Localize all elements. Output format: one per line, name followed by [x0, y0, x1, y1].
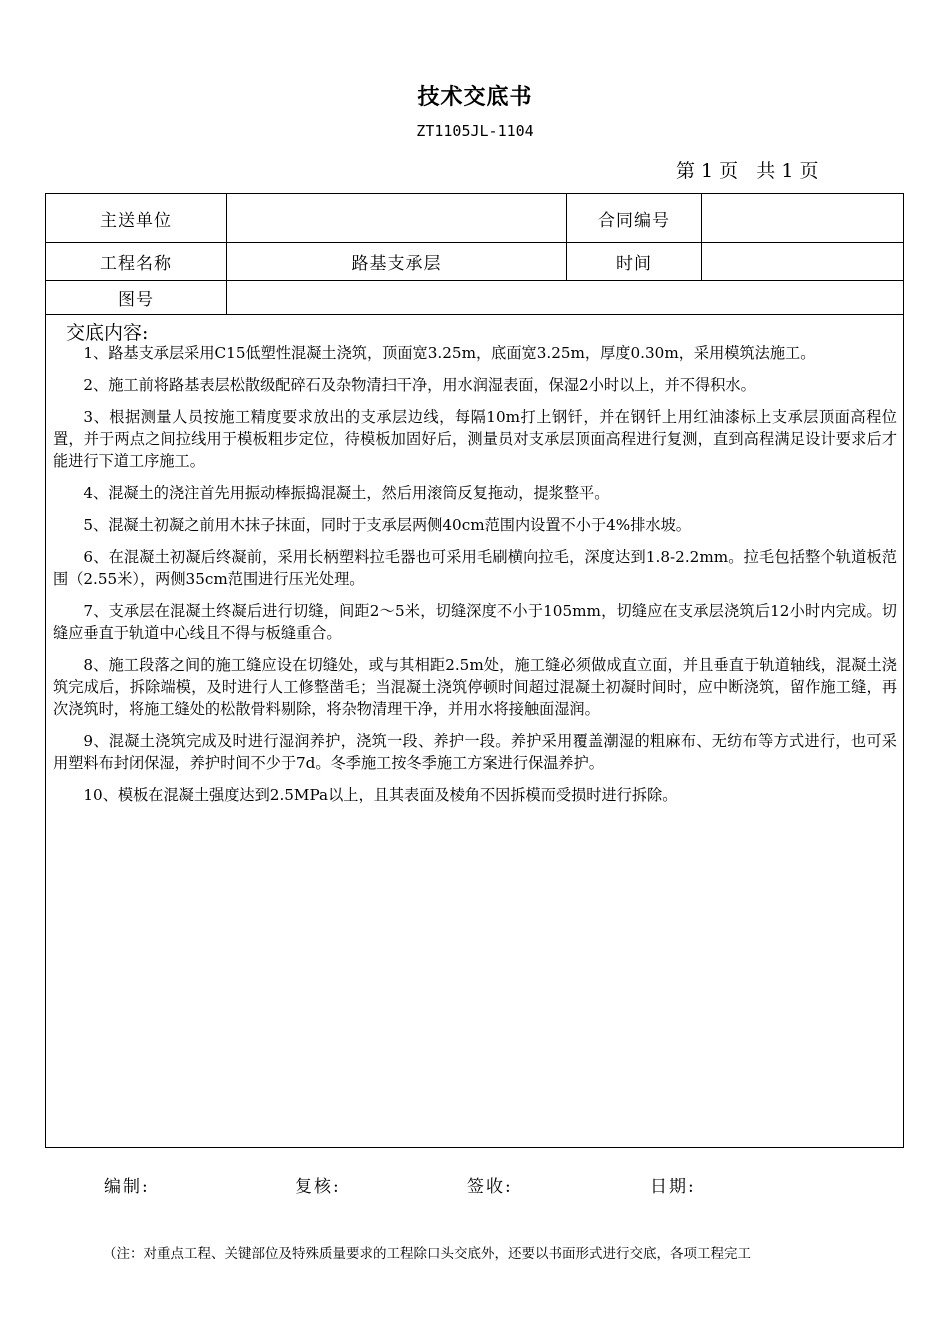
content-heading: 交底内容:: [66, 322, 149, 344]
content-item: 2、施工前将路基表层松散级配碎石及杂物清扫干净，用水润湿表面，保湿2小时以上，并不得积水。: [83, 376, 756, 394]
content-item: 7、支承层在混凝土终凝后进行切缝，间距2～5米，切缝深度不小于105mm，切缝应在支承层浇筑后12小时内完成。切缝应垂直于轨道中心线且不得与板缝重合。: [53, 602, 897, 642]
content-item: 10、模板在混凝土强度达到2.5MPa以上，且其表面及棱角不因拆模而受损时进行拆除。: [83, 786, 678, 804]
time-value: [702, 243, 903, 280]
content-item: 8、施工段落之间的施工缝应设在切缝处，或与其相距2.5m处，施工缝必须做成直立面，并且垂直于轨道轴线，混凝土浇筑完成后，拆除端模，及时进行人工修整凿毛；当混凝土浇筑停顿时间超过混凝土初凝时间时，应中断浇筑，留作施工缝，再次浇筑时，将施工缝处的松散骨料剔除，将杂物清理干净，并用水将接触面湿润。: [53, 656, 897, 718]
content-item: 4、混凝土的浇注首先用振动棒振捣混凝土，然后用滚筒反复拖动，提浆整平。: [83, 484, 610, 502]
drawing-number-value: [227, 281, 903, 314]
time-label: 时间: [616, 254, 652, 274]
editor-label: 编制:: [104, 1177, 150, 1197]
content-body: [53, 342, 897, 816]
project-name-label: 工程名称: [100, 254, 172, 274]
page-info: 第 1 页 共 1 页: [676, 160, 819, 182]
sender-unit-value: [227, 194, 566, 242]
document-title: 技术交底书: [417, 84, 533, 110]
content-item: 1、路基支承层采用C15低塑性混凝土浇筑，顶面宽3.25m，底面宽3.25m，厚度0.30m，采用模筑法施工。: [83, 344, 816, 362]
receiver-label: 签收:: [467, 1177, 513, 1197]
date-label: 日期:: [650, 1177, 696, 1197]
drawing-number-label: 图号: [118, 290, 154, 310]
sender-unit-label: 主送单位: [100, 210, 172, 231]
contract-number-label: 合同编号: [598, 210, 670, 231]
document-code: ZT1105JL-1104: [416, 122, 534, 140]
content-item: 5、混凝土初凝之前用木抹子抹面，同时于支承层两侧40cm范围内设置不小于4%排水坡。: [83, 516, 691, 534]
project-name-value: 路基支承层: [351, 254, 442, 274]
content-item: 9、混凝土浇筑完成及时进行湿润养护，浇筑一段、养护一段。养护采用覆盖潮湿的粗麻布、无纺布等方式进行，也可采用塑料布封闭保湿，养护时间不少于7d。冬季施工按冬季施工方案进行保温养护。: [53, 732, 897, 772]
contract-number-value: [702, 194, 903, 242]
reviewer-label: 复核:: [295, 1177, 341, 1197]
table-row-divider: [45, 314, 904, 315]
footnote: （注：对重点工程、关键部位及特殊质量要求的工程除口头交底外，还要以书面形式进行交底，各项工程完工: [103, 1246, 751, 1262]
content-item: 6、在混凝土初凝后终凝前，采用长柄塑料拉毛器也可采用毛刷横向拉毛，深度达到1.8-2.2mm。拉毛包括整个轨道板范围（2.55米），两侧35cm范围进行压光处理。: [53, 548, 897, 588]
content-item: 3、根据测量人员按施工精度要求放出的支承层边线，每隔10m打上钢钎，并在钢钎上用红油漆标上支承层顶面高程位置，并于两点之间拉线用于模板粗步定位，待模板加固好后，测量员对支承层顶面高程进行复测，直到高程满足设计要求后才能进行下道工序施工。: [53, 408, 897, 470]
